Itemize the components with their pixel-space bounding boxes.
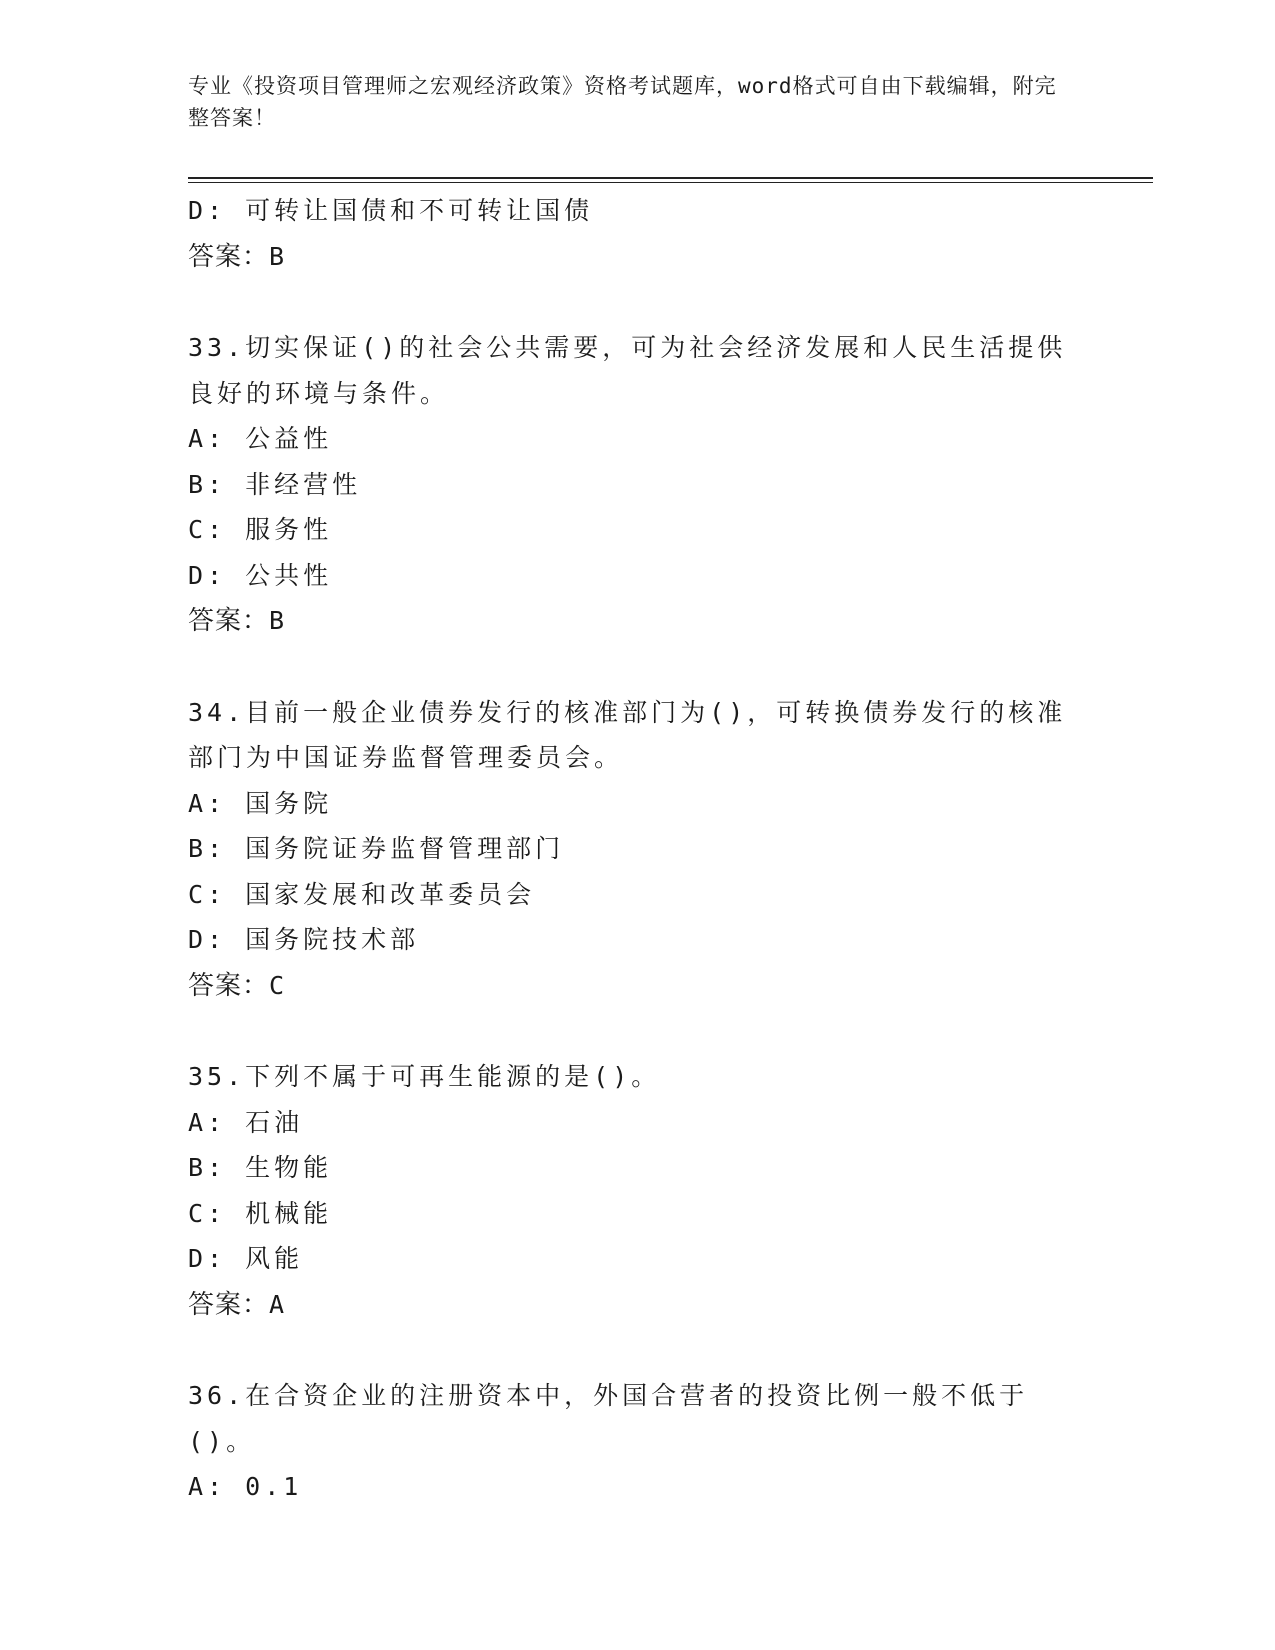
question-stem: 35.下列不属于可再生能源的是()。	[188, 1062, 661, 1091]
answer-line	[188, 963, 1088, 1009]
option-c: C: 机械能	[188, 1198, 333, 1228]
option-a: A: 0.1	[188, 1472, 303, 1501]
document-header: 专业《投资项目管理师之宏观经济政策》资格考试题库，word格式可自由下载编辑，附完整答案！	[188, 74, 1057, 130]
answer-value: B	[269, 241, 286, 271]
question-33	[188, 325, 1088, 644]
answer-label: 答案：	[188, 1289, 270, 1320]
question-stem: 33.切实保证()的社会公共需要，可为社会经济发展和人民生活提供良好的环境与条件。	[188, 333, 1067, 408]
option-c: C: 服务性	[188, 515, 333, 544]
question-35	[188, 1054, 1088, 1327]
option-b: B: 国务院证券监督管理部门	[188, 834, 565, 863]
option-d: D: 公共性	[188, 560, 333, 590]
answer-line	[188, 1282, 1088, 1328]
option-a: A: 石油	[188, 1107, 304, 1137]
option-a: A: 国务院	[188, 788, 333, 818]
question-36	[188, 1373, 1088, 1510]
answer-value: A	[269, 1289, 286, 1319]
answer-label: 答案：	[188, 606, 270, 636]
question-34	[188, 690, 1088, 1009]
answer-line	[188, 234, 1088, 280]
option-b: B: 生物能	[188, 1153, 333, 1182]
question-32-continued	[188, 188, 1088, 279]
answer-label: 答案：	[188, 970, 270, 1001]
answer-value: C	[269, 970, 286, 1000]
header-rule-thick	[188, 177, 1153, 179]
option-c: C: 国家发展和改革委员会	[188, 879, 536, 909]
option-d: D: 国务院技术部	[188, 925, 420, 954]
option-a: A: 公益性	[188, 424, 333, 453]
option-b: B: 非经营性	[188, 469, 362, 499]
header-rule-thin	[188, 182, 1153, 183]
option-d: D: 风能	[188, 1244, 304, 1273]
option-d: D: 可转让国债和不可转让国债	[188, 196, 594, 225]
question-stem: 34.目前一般企业债券发行的核准部门为()，可转换债券发行的核准部门为中国证券监督管理委员会。	[188, 697, 1067, 772]
answer-line	[188, 598, 1088, 644]
answer-value: B	[269, 606, 286, 635]
question-content	[188, 188, 1088, 1510]
answer-label: 答案：	[188, 241, 270, 272]
question-stem: 36.在合资企业的注册资本中，外国合营者的投资比例一般不低于()。	[188, 1381, 1029, 1456]
